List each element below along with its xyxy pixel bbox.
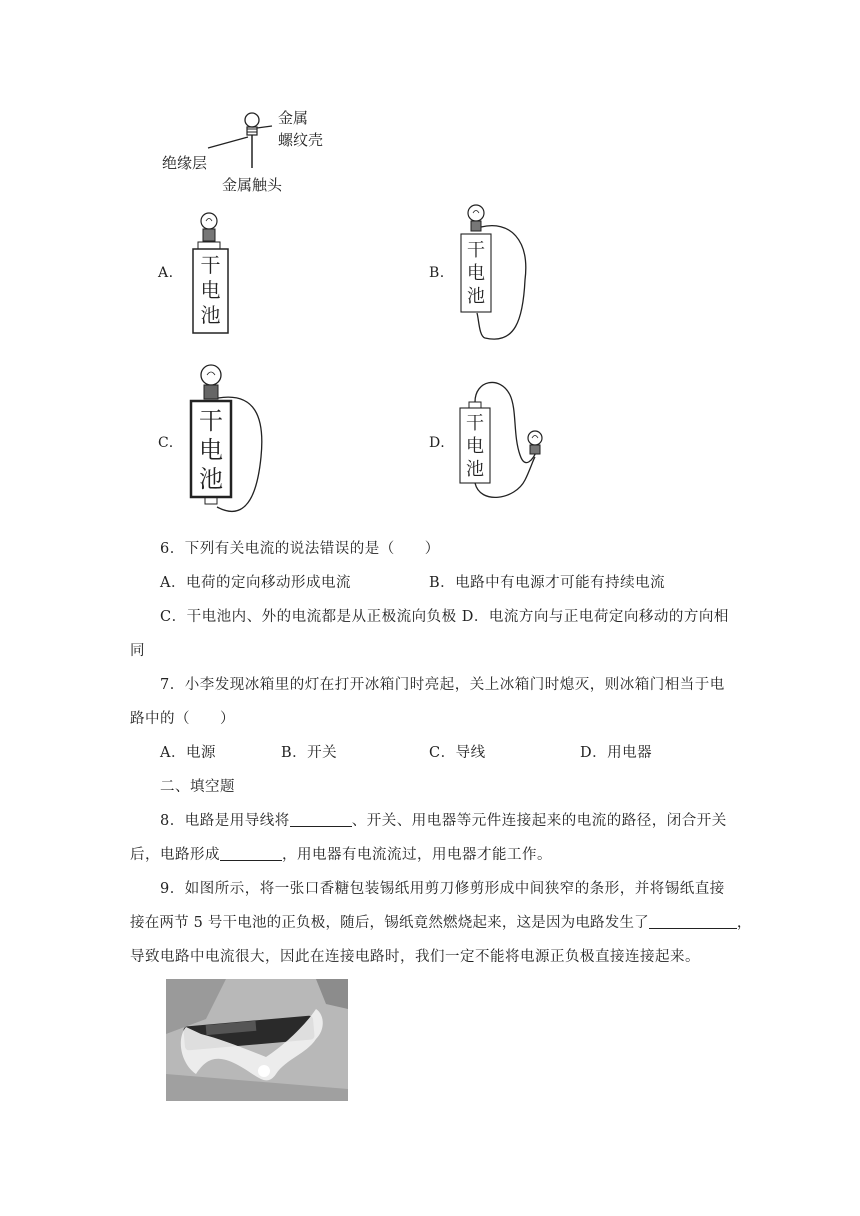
q8-text-1: 8．电路是用导线将 [160,813,290,829]
battery-char-2: 电 [199,436,223,464]
q6-option-cd-continued: 同 [130,643,145,659]
q7-option-b: B．开关 [281,745,338,761]
q8-line1 [160,811,727,831]
battery-char-1: 干 [466,413,484,434]
option-a-figure [185,205,245,340]
q7-option-c: C．导线 [429,745,486,761]
q8-text-4: ，用电器有电流流过，用电器才能工作。 [282,847,552,863]
battery-char-2: 电 [200,278,221,302]
q8-line2 [130,845,552,865]
q9-line3: 导致电路中电流很大，因此在连接电路时，我们一定不能将电源正负极直接连接起来。 [130,949,700,965]
battery-char-1: 干 [467,240,485,261]
label-thread-shell: 螺纹壳 [278,131,324,149]
q8-text-2: 、开关、用电器等元件连接起来的电流的路径，闭合开关 [351,813,727,829]
battery-char-1: 干 [200,253,221,277]
q8-blank-2[interactable] [220,846,282,861]
battery-char-3: 池 [199,465,223,493]
q7-option-a: A．电源 [160,745,216,761]
q9-text-2: ， [736,915,752,931]
battery-char-2: 电 [467,263,485,284]
q9-blank[interactable] [649,914,737,929]
tinfoil-battery-image [166,979,348,1101]
q9-line2 [130,913,752,933]
option-c-figure [185,357,275,522]
battery-char-1: 干 [199,407,223,435]
battery-char-3: 池 [466,459,484,480]
q8-text-3: 后，电路形成 [130,847,220,863]
option-c-label: C. [158,435,174,451]
q9-line1: 9．如图所示，将一张口香糖包装锡纸用剪刀修剪形成中间狭窄的条形，并将锡纸直接 [160,881,725,897]
label-insulation: 绝缘层 [162,154,208,172]
q7-stem-line1: 7．小李发现冰箱里的灯在打开冰箱门时亮起，关上冰箱门时熄灭，则冰箱门相当于电 [160,677,725,693]
option-b-label: B. [429,265,445,281]
bulb-structure-diagram [150,100,350,200]
q6-stem: 6．下列有关电流的说法错误的是（ ） [160,541,440,557]
battery-char-2: 电 [466,436,484,457]
section-heading-fill-in: 二、填空题 [160,779,235,795]
option-d-label: D. [429,435,446,451]
q7-option-d: D．用电器 [580,745,653,761]
option-b-figure [455,200,535,345]
tinfoil-battery-photo [166,979,348,1101]
q8-blank-1[interactable] [290,812,352,827]
q6-option-a: A．电荷的定向移动形成电流 [160,575,351,591]
q6-option-b: B．电路中有电源才可能有持续电流 [429,575,666,591]
option-d-figure [455,375,555,505]
battery-char-3: 池 [467,286,485,307]
label-metal-contact: 金属触头 [222,176,283,194]
q6-option-cd: C．干电池内、外的电流都是从正极流向负极 D．电流方向与正电荷定向移动的方向相 [160,609,729,625]
battery-char-3: 池 [200,303,221,327]
q9-text-1: 接在两节 5 号干电池的正负极，随后，锡纸竟然燃烧起来，这是因为电路发生了 [130,915,649,931]
q7-stem-line2: 路中的（ ） [130,711,235,727]
option-a-label: A. [158,265,174,281]
label-metal: 金属 [278,109,309,127]
